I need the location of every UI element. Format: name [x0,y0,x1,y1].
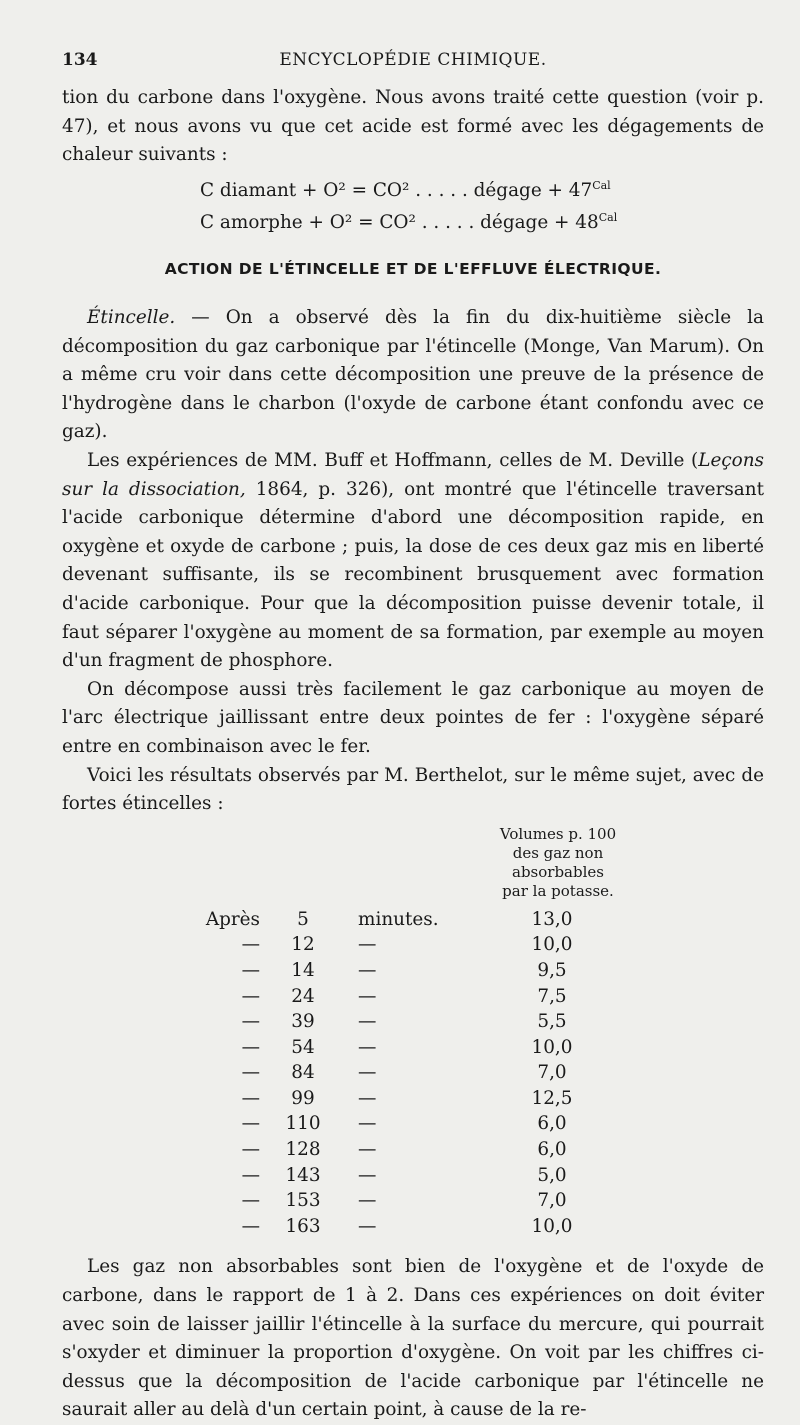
row-label: — [241,1062,260,1084]
equation-diamant: C diamant + O² = CO² . . . . . dégage + $47^{Cal}$ [200,178,611,201]
paragraph-resultats: Voici les résultats observés par M. Berthelot, sur le même sujet, avec de fortes étincelles : [62,764,764,815]
row-minutes: 54 [291,1036,315,1058]
row-minutes: 14 [291,959,315,981]
table-row [62,1035,622,1061]
row-unit: — [358,1139,377,1161]
row-label: Après [205,908,260,930]
table-row [62,932,622,958]
table-row [62,1163,622,1189]
row-label: — [241,1190,260,1212]
row-unit: minutes. [358,908,439,930]
row-minutes: 128 [285,1139,321,1161]
row-value: 7,0 [537,1062,567,1084]
row-unit: — [358,1087,377,1109]
row-value: 12,5 [531,1087,573,1109]
page-header [62,50,764,76]
paragraph-lead: Étincelle. [87,307,176,329]
row-value: 5,5 [537,1011,567,1033]
paragraph-conclusion: Les gaz non absorbables sont bien de l'oxygène et de l'oxyde de carbone, dans le rapport de 1 à 2. Dans ces expériences on doit éviter avec soin de laisser jaillir l'étincelle à la surface du mercure, qui pourrait s'oxyder et diminuer la proportion d'oxygène. On voit par les chiffres ci-dessus que la décomposition de l'acide carbonique par l'étincelle ne saurait aller au delà d'un certain point, à cause de la re- [62,1256,764,1421]
row-value: 10,0 [531,934,573,956]
row-value: 5,0 [537,1164,567,1186]
row-value: 13,0 [531,908,573,930]
equation-amorphe: C amorphe + O² = CO² . . . . . dégage + $48^{Cal}$ [200,210,618,234]
row-value: 10,0 [531,1036,573,1058]
row-minutes: 5 [297,908,309,930]
row-label: — [241,1164,260,1186]
row-unit: — [358,1011,377,1033]
table-row [62,958,622,984]
row-unit: — [358,1062,377,1084]
row-minutes: 39 [291,1011,315,1033]
row-unit: — [358,934,377,956]
row-value: 6,0 [537,1113,567,1135]
row-minutes: 99 [291,1087,315,1109]
row-minutes: 163 [285,1215,321,1237]
row-value: 6,0 [537,1139,567,1161]
table-row [62,1137,622,1163]
citation-title: Leçons sur la dissociation, [62,450,764,500]
intro-paragraph: tion du carbone dans l'oxygène. Nous avons traité cette question (voir p. 47), et nous avons vu que cet acide est formé avec les dégagements de chaleur suivants : [62,87,764,166]
row-label: — [241,1011,260,1033]
section-heading: ACTION DE L'ÉTINCELLE ET DE L'EFFLUVE ÉLECTRIQUE. [164,260,662,279]
row-unit: — [358,1036,377,1058]
row-unit: — [358,1190,377,1212]
row-label: — [241,1087,260,1109]
row-value: 10,0 [531,1215,573,1237]
row-minutes: 84 [291,1062,315,1084]
paragraph-arc: On décompose aussi très facilement le gaz carbonique au moyen de l'arc électrique jaillissant entre deux pointes de fer : l'oxygène séparé entre en combinaison avec le fer. [62,678,764,757]
row-value: 7,5 [537,985,567,1007]
row-unit: — [358,985,377,1007]
table-row [62,1009,622,1035]
row-unit: — [358,1164,377,1186]
table-row [62,1214,622,1240]
table-row [62,907,622,933]
row-label: — [241,1215,260,1237]
row-label: — [241,959,260,981]
table-column-header: Volumes p. 100 des gaz non absorbables par la potasse. [499,824,617,900]
table-row [62,1111,622,1137]
table-row [62,1060,622,1086]
equations [62,172,764,236]
row-minutes: 143 [285,1164,321,1186]
paragraph-etincelle: Étincelle. — On a observé dès la fin du dix-huitième siècle la décomposition du gaz carbonique par l'étincelle (Monge, Van Marum). On a même cru voir dans cette décomposition une preuve de la présence de l'hydrogène dans le charbon (l'oxyde de carbone étant confondu avec ce gaz). [62,307,764,443]
table-row [62,1188,622,1214]
page-number: 134 [62,50,98,70]
row-minutes: 12 [291,934,315,956]
table-row [62,1086,622,1112]
row-label: — [241,1139,260,1161]
running-title: ENCYCLOPÉDIE CHIMIQUE. [279,50,547,70]
row-value: 9,5 [537,959,567,981]
row-value: 7,0 [537,1190,567,1212]
row-label: — [241,1036,260,1058]
row-label: — [241,1113,260,1135]
row-unit: — [358,1113,377,1135]
row-minutes: 153 [285,1190,321,1212]
row-unit: — [358,1215,377,1237]
row-minutes: 110 [285,1113,321,1135]
page-body [62,84,764,1425]
results-table [62,907,622,1240]
row-label: — [241,934,260,956]
table-row [62,984,622,1010]
paragraph-experiences: Les expériences de MM. Buff et Hoffmann, celles de M. Deville (Leçons sur la dissociation, 1864, p. 326), ont montré que l'étincelle traversant l'acide carbonique détermine d'abord une décomposition rapide, en oxygène et oxyde de carbone ; puis, la dose de ces deux gaz mis en liberté devenant suffisante, ils se recombinent brusquement avec formation d'acide carbonique. Pour que la décomposition puisse devenir totale, il faut séparer l'oxygène au moment de sa formation, par exemple au moyen d'un fragment de phosphore. [62,450,764,672]
row-unit: — [358,959,377,981]
row-minutes: 24 [291,985,315,1007]
row-label: — [241,985,260,1007]
